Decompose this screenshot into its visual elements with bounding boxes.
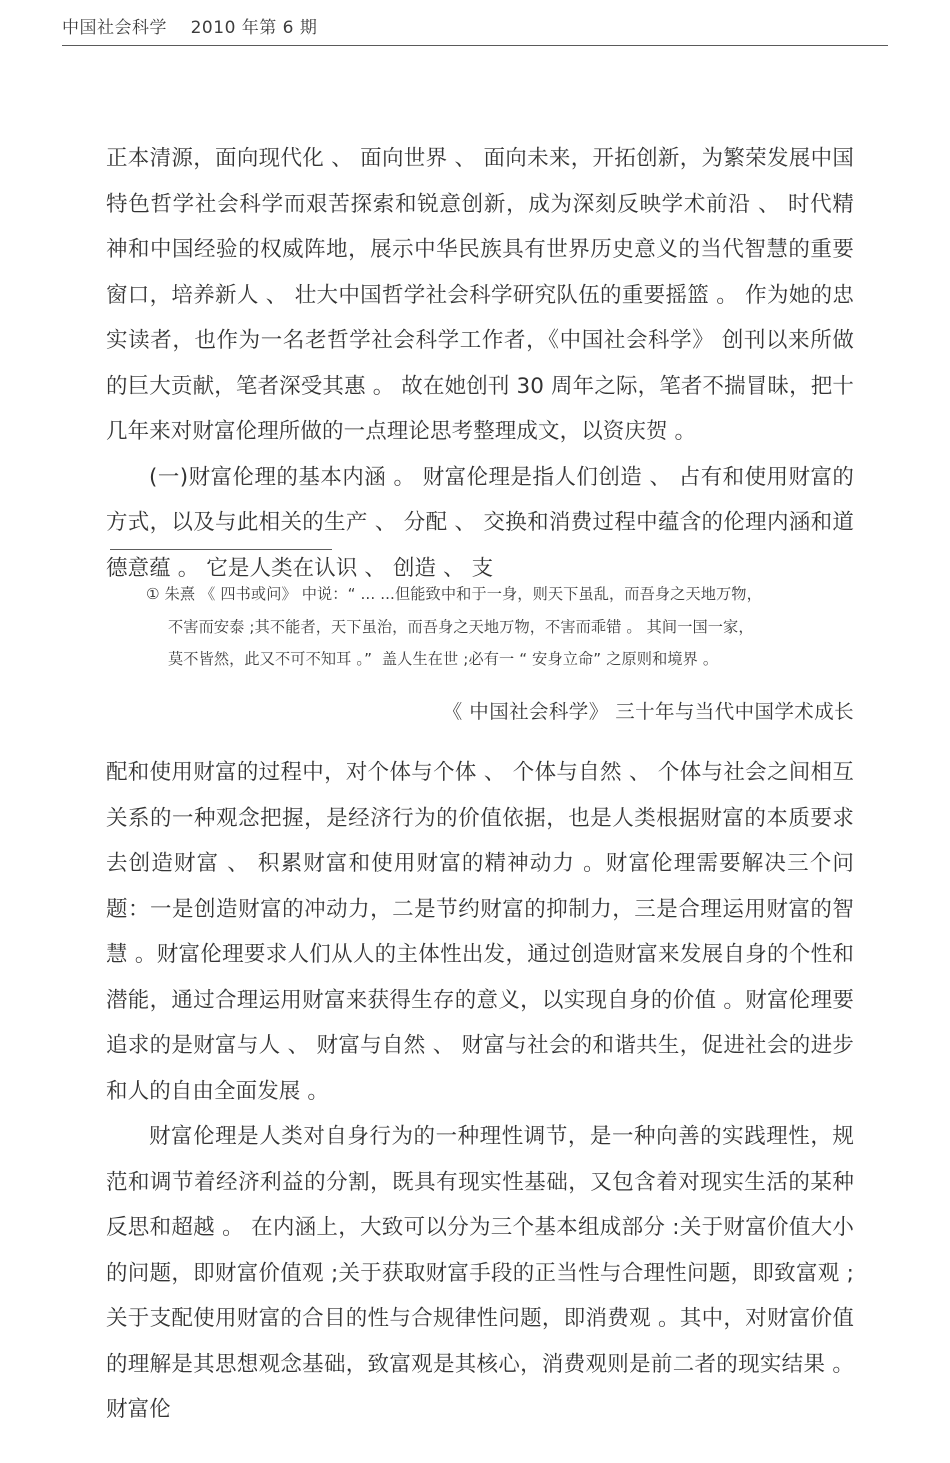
running-section-title: 《 中国社会科学》 三十年与当代中国学术成长: [442, 700, 854, 723]
paragraph-section-one: (一)财富伦理的基本内涵 。 财富伦理是指人们创造 、 占有和使用财富的方式，以及与此相关的生产 、 分配 、 交换和消费过程中蕴含的伦理内涵和道德意蕴 。 它是人类在认识 、 创造 、 支: [106, 464, 854, 581]
paragraph-opening: 正本清源，面向现代化 、 面向世界 、 面向未来，开拓创新，为繁荣发展中国特色哲学社会科学而艰苦探索和锐意创新，成为深刻反映学术前沿 、 时代精神和中国经验的权威阵地，展示中华民族具有世界历史意义的当代智慧的重要窗口，培养新人 、 壮大中国哲学社会科学研究队伍的重要摇篮 。 作为她的忠实读者，也作为一名老哲学社会科学工作者，《中国社会科学》 创刊以来所做的巨大贡献，笔者深受其惠 。 故在她创刊 30 周年之际，笔者不揣冒昧，把十几年来对财富伦理所做的一点理论思考整理成文，以资庆贺 。: [106, 146, 854, 444]
header-divider-rule: [62, 45, 888, 46]
body-text-upper: [106, 136, 854, 591]
paragraph-continued: 配和使用财富的过程中，对个体与个体 、 个体与自然 、 个体与社会之间相互关系的一种观念把握，是经济行为的价值依据，也是人类根据财富的本质要求去创造财富 、 积累财富和使用财富的精神动力 。财富伦理需要解决三个问题：一是创造财富的冲动力，二是节约财富的抑制力，三是合理运用财富的智慧 。财富伦理要求人们从人的主体性出发，通过创造财富来发展自身的个性和潜能，通过合理运用财富来获得生存的意义，以实现自身的价值 。财富伦理要追求的是财富与人 、 财富与自然 、 财富与社会的和谐共生，促进社会的进步和人的自由全面发展 。: [106, 760, 854, 1104]
paragraph-rational-regulation: 财富伦理是人类对自身行为的一种理性调节，是一种向善的实践理性，规范和调节着经济利益的分割，既具有现实性基础，又包含着对现实生活的某种反思和超越 。 在内涵上，大致可以分为三个基本组成部分 :关于财富价值大小的问题，即财富价值观 ;关于获取财富手段的正当性与合理性问题，即致富观 ;关于支配使用财富的合目的性与合规律性问题，即消费观 。其中，对财富价值的理解是其思想观念基础，致富观是其核心，消费观则是前二者的现实结果 。财富伦: [106, 1124, 854, 1422]
footnote-block: [146, 578, 846, 676]
footnote-separator-rule: [110, 549, 332, 550]
footnote-line-3: 莫不皆然，此又不可不知耳 。” 盖人生在世 ;必有一 “ 安身立命” 之原则和境界 。: [168, 650, 719, 668]
page-header: [62, 14, 888, 48]
footnote-line-1: ① 朱熹 《 四书或问》 中说：“ ... ...但能致中和于一身，则天下虽乱，而吾身之天地万物，: [146, 585, 762, 603]
body-text-lower: [106, 750, 854, 1433]
header-journal-issue: 中国社会科学 2010 年第 6 期: [62, 18, 318, 38]
footnote-line-2: 不害而安泰 ;其不能者，天下虽治，而吾身之天地万物，不害而乖错 。 其间一国一家，: [168, 617, 754, 636]
